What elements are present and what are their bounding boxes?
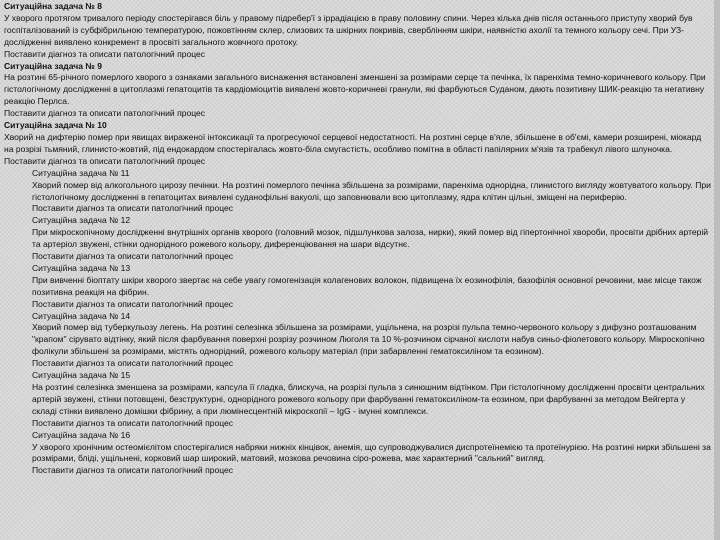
task-instruction: Поставити діагноз та описати патологічний процес <box>32 417 234 428</box>
task-instruction: Поставити діагноз та описати патологічний процес <box>4 108 206 119</box>
task-title: Ситуаційна задача № 16 <box>32 429 131 440</box>
task-instruction: Поставити діагноз та описати патологічний процес <box>32 358 234 369</box>
task-instruction: Поставити діагноз та описати патологічний процес <box>4 48 206 59</box>
task-8 <box>4 1 712 61</box>
task-text: На розтині селезінка зменшена за розмірами, капсула її гладка, блискуча, на розрізі пульпа з синюшним відтінком. При гістологічному дослідженні просвіти центральних артерій звужені, стінки потовщені, безструктурні, однорідного рожевого кольору при фарбуванні гематоксиліном-та еозином, при фарбуванні за методом Вейгерта у складі стінки виявлено домішки фібрину, а при люмінесцентній мікроскопії – IgG - імунні комплекси. <box>32 382 705 416</box>
task-title: Ситуаційна задача № 15 <box>32 370 131 381</box>
task-text: При вивченні біоптату шкіри хворого звертає на себе увагу гомогенізація колагенових волокон, підвищена їх еозинофілія, базофілія основної речовини, має місце також позитивна реакція на фібрин. <box>32 274 702 297</box>
task-instruction: Поставити діагноз та описати патологічний процес <box>32 251 234 262</box>
task-title: Ситуаційна задача № 8 <box>4 1 102 11</box>
task-title: Ситуаційна задача № 14 <box>32 310 131 321</box>
task-12 <box>32 215 712 263</box>
task-16 <box>32 430 712 478</box>
task-13 <box>32 263 712 311</box>
task-instruction: Поставити діагноз та описати патологічний процес <box>32 298 234 309</box>
task-10 <box>4 120 712 168</box>
task-11 <box>32 168 712 216</box>
task-14 <box>32 311 712 371</box>
task-title: Ситуаційна задача № 13 <box>32 262 131 273</box>
task-text: При мікроскопічному дослідженні внутрішніх органів хворого (головний мозок, підшлункова залоза, нирки), який помер від гіпертонічної хвороби, просвіти дрібних артерій та артеріол звужені, стінки однорідного рожевого кольору, диференціювання на шари відсутнє. <box>32 227 709 250</box>
task-title: Ситуаційна задача № 12 <box>32 215 131 226</box>
task-instruction: Поставити діагноз та описати патологічний процес <box>32 465 234 476</box>
task-title: Ситуаційна задача № 9 <box>4 60 102 71</box>
task-title: Ситуаційна задача № 11 <box>32 167 130 178</box>
task-text: Хворий помер від алкогольного цирозу печінки. На розтині померлого печінка збільшена за розмірами, паренхіма однорідна, глинистого вигляду жовтуватого кольору. При гістологічному дослідженні в гепатоцитах виявлені суданофільні вакуолі, що заповнювали всю цитоплазму, ядра клітин цільні, зміщені на периферію. <box>32 179 711 202</box>
task-9 <box>4 61 712 121</box>
task-text: Хворий на дифтерію помер при явищах вираженої інтоксикації та прогресуючої серцевої недостатності. На розтині серце в'яле, збільшене в об'ємі, камери розширені, міокард на розрізі тьмяний, глинисто-жовтий, під ендокардом спостерігалась жовто-біла смугастість, особливо помітна в області папілярних м'язів та трабекул лівого шлуночка. <box>4 131 702 154</box>
indented-tasks <box>4 168 712 478</box>
task-15 <box>32 370 712 430</box>
page-edge <box>714 0 720 540</box>
task-text: У хворого протягом тривалого періоду спостерігався біль у правому підребер'ї з іррадіацією в праву половину спини. Через кілька днів після останнього приступу хворий був госпіталізований із субфібрильною температурою, пожовтінням склер, слизових та шкірних покривів, сверблінням шкіри, наявністю ахолії та темного кольору сечі. При УЗ-дослідженні виявлено конкремент в просвіті загального жовчного протоку. <box>4 12 693 47</box>
task-title: Ситуаційна задача № 10 <box>4 120 107 131</box>
task-text: На розтині 65-річного померлого хворого з ознаками загального виснаження встановлені зменшені за розмірами серце та печінка, їх паренхіма темно-коричневого кольору. При гістологічному дослідженні в цитоплазмі гепатоцитів та кардіоміоцитів виявлені жовто-коричневі гранули, які фарбуються Суданом, дають позитивну ШИК-реакцію та негативну реакцію Перлса. <box>4 72 706 107</box>
task-text: У хворого хронічним остеомієлітом спостерігалися набряки нижніх кінцівок, анемія, що супроводжувалися диспротеїнемією та протеїнурією. На розтині нирки збільшені за розмірами, бліді, ущільнені, корковий шар широкий, матовий, мозкова речовина сіро-рожева, має характерний "сальний" вигляд. <box>32 441 711 464</box>
task-text: Хворий помер від туберкульозу легень. На розтині селезінка збільшена за розмірами, ущільнена, на розрізі пульпа темно-червоного кольору з дифузно розташованим "крапом" сірувато відтінку, який після фарбування поверхні розрізу розчином Люголя та 10 %-розчином сірчаної кислоти набув синьо-фіолетового кольору. Мікроскопічно фолікули збільшені за розмірами, містять однорідний, рожевого кольору матеріал (при забарвленні гематоксиліном та еозином). <box>32 322 705 357</box>
task-instruction: Поставити діагноз та описати патологічний процес <box>32 203 234 214</box>
task-instruction: Поставити діагноз та описати патологічний процес <box>4 155 206 166</box>
